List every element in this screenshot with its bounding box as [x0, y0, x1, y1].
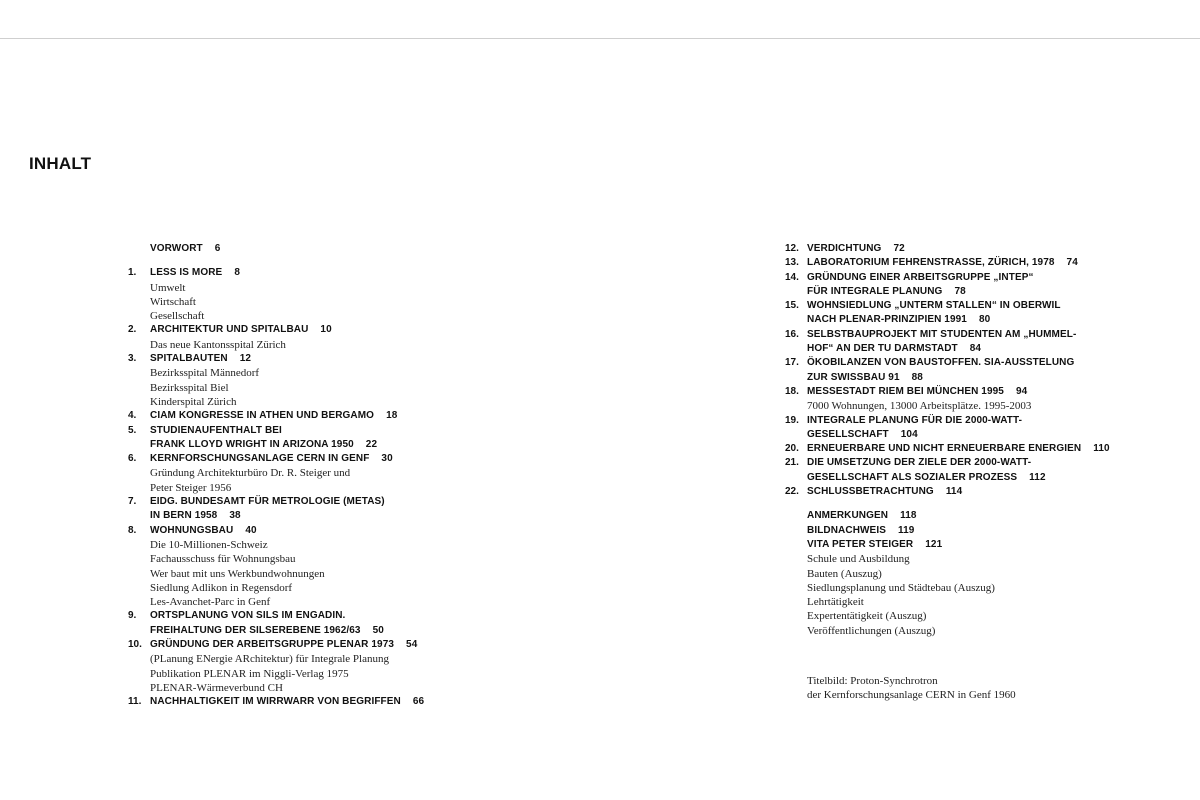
subentry-text: Peter Steiger 1956 [150, 481, 232, 494]
chapter-number: 15. [785, 300, 799, 312]
chapter-title-text: VORWORT [150, 243, 203, 254]
toc-subentry [128, 466, 548, 480]
page-number: 104 [900, 428, 918, 440]
chapter-title [807, 342, 981, 356]
toc-entry [785, 285, 1200, 299]
toc-subentry [128, 595, 548, 609]
toc-subentry [785, 674, 1200, 688]
chapter-title [807, 299, 1061, 313]
page-number: 119 [897, 524, 915, 536]
page-number: 54 [406, 639, 418, 651]
toc-entry [128, 609, 548, 623]
chapter-title-text: FÜR INTEGRALE PLANUNG [807, 285, 943, 297]
chapter-number: 21. [785, 457, 799, 469]
chapter-number: 19. [785, 414, 799, 426]
chapter-title [150, 409, 397, 423]
subentry-text: Wer baut mit uns Werkbundwohnungen [150, 567, 325, 580]
page-number: 12 [239, 353, 252, 365]
page-number: 30 [381, 453, 393, 465]
chapter-number: 17. [785, 357, 799, 369]
toc-subentry [128, 281, 548, 295]
chapter-title-text: SCHLUSSBETRACHTUNG [807, 486, 934, 498]
subentry-text: Siedlungsplanung und Städtebau (Auszug) [807, 581, 995, 594]
chapter-title [150, 352, 251, 366]
subentry-text: Bezirksspital Biel [150, 381, 229, 394]
chapter-title [150, 695, 424, 709]
chapter-title [150, 495, 385, 509]
subentry-text: Veröffentlichungen (Auszug) [807, 624, 936, 637]
chapter-number: 14. [785, 271, 799, 283]
toc-entry [128, 438, 548, 452]
chapter-title [807, 456, 1031, 470]
subentry-text: Das neue Kantonsspital Zürich [150, 338, 286, 351]
chapter-title-text: NACH PLENAR-PRINZIPIEN 1991 [807, 314, 967, 326]
page-number: 22 [365, 438, 378, 450]
toc-subentry [128, 581, 548, 595]
subentry-text: Fachausschuss für Wohnungsbau [150, 553, 296, 566]
spacer [785, 499, 1200, 509]
chapter-title [150, 424, 282, 438]
subentry-text: 7000 Wohnungen, 13000 Arbeitsplätze. 1995-2003 [807, 400, 1032, 413]
chapter-number: 16. [785, 328, 799, 340]
toc-entry [128, 452, 548, 466]
chapter-title [807, 356, 1074, 370]
chapter-title [807, 271, 1034, 285]
subentry-text: (PLanung ENergie ARchitektur) für Integrale Planung [150, 653, 389, 666]
page-number: 121 [925, 538, 943, 550]
chapter-number: 11. [128, 696, 142, 708]
chapter-title [150, 452, 393, 466]
page-number: 88 [911, 371, 923, 383]
toc-entry [785, 299, 1200, 313]
page-number: 74 [1066, 257, 1078, 269]
toc-entry [785, 356, 1200, 370]
spacer [785, 638, 1200, 674]
toc-subentry [128, 567, 548, 581]
toc-entry [785, 313, 1200, 327]
toc-subentry [785, 567, 1200, 581]
toc-entry [785, 371, 1200, 385]
chapter-title [807, 256, 1078, 270]
toc-subentry [128, 667, 548, 681]
toc-subentry [785, 688, 1200, 702]
chapter-title-text: INTEGRALE PLANUNG FÜR DIE 2000-WATT- [807, 414, 1023, 426]
chapter-title [807, 328, 1076, 342]
toc-subentry [785, 399, 1200, 413]
chapter-number: 10. [128, 639, 142, 651]
chapter-title-text: GESELLSCHAFT ALS SOZIALER PROZESS [807, 471, 1018, 483]
chapter-title-text: GESELLSCHAFT [807, 428, 889, 440]
chapter-title [150, 624, 384, 638]
chapter-title [807, 414, 1022, 428]
chapter-title-text: ANMERKUNGEN [807, 510, 889, 522]
chapter-title [807, 442, 1110, 456]
chapter-title-text: MESSESTADT RIEM BEI MÜNCHEN 1995 [807, 385, 1004, 397]
chapter-title [807, 428, 918, 442]
chapter-title [807, 313, 990, 327]
toc-subentry [128, 366, 548, 380]
toc-subentry [128, 652, 548, 666]
chapter-title-text: HOF“ AN DER TU DARMSTADT [807, 343, 958, 355]
chapter-number: 8. [128, 524, 137, 536]
page-number: 38 [229, 510, 241, 522]
chapter-title [150, 242, 220, 256]
chapter-title-text: WOHNUNGSBAU [150, 524, 234, 536]
chapter-title-text: ERNEUERBARE UND NICHT ERNEUERBARE ENERGIEN [807, 443, 1082, 455]
subentry-text: Schule und Ausbildung [807, 553, 910, 566]
chapter-number: 22. [785, 486, 799, 498]
chapter-title-text: BILDNACHWEIS [807, 524, 886, 536]
chapter-title [150, 509, 241, 523]
chapter-title [807, 509, 917, 523]
chapter-title-text: STUDIENAUFENTHALT BEI [150, 424, 282, 436]
chapter-title [807, 385, 1027, 399]
chapter-number: 9. [128, 610, 137, 622]
page-number: 40 [245, 524, 257, 536]
chapter-title [150, 438, 377, 452]
subentry-text: Gesellschaft [150, 310, 205, 323]
chapter-number: 1. [128, 267, 137, 279]
toc-entry [128, 638, 548, 652]
chapter-number: 12. [785, 243, 799, 254]
toc-entry [785, 485, 1200, 499]
subentry-text: Bauten (Auszug) [807, 567, 882, 580]
chapter-number: 7. [128, 496, 137, 508]
subentry-text: der Kernforschungsanlage CERN in Genf 1960 [807, 689, 1016, 702]
toc-entry [785, 328, 1200, 342]
page-title: INHALT [29, 154, 92, 173]
chapter-title [807, 524, 914, 538]
top-divider [0, 38, 1200, 39]
chapter-title [150, 609, 345, 623]
chapter-title-text: ORTSPLANUNG VON SILS IM ENGADIN. [150, 610, 346, 622]
chapter-title-text: LABORATORIUM FEHRENSTRASSE, ZÜRICH, 1978 [807, 257, 1055, 269]
toc-subentry [128, 681, 548, 695]
toc-entry [128, 242, 548, 256]
chapter-title [807, 471, 1046, 485]
chapter-title-text: GRÜNDUNG DER ARBEITSGRUPPE PLENAR 1973 [150, 639, 395, 651]
chapter-number: 5. [128, 424, 137, 436]
page-number: 94 [1015, 385, 1028, 397]
chapter-title [807, 371, 923, 385]
toc-entry [785, 242, 1200, 256]
toc-subentry [785, 595, 1200, 609]
chapter-title [150, 323, 332, 337]
page-number: 118 [900, 510, 917, 522]
chapter-number: 20. [785, 443, 799, 455]
subentry-text: Expertentätigkeit (Auszug) [807, 610, 927, 623]
page-number: 80 [978, 314, 991, 326]
toc-left-column [128, 242, 548, 710]
toc-entry [785, 509, 1200, 523]
toc-entry [785, 456, 1200, 470]
toc-subentry [128, 381, 548, 395]
subentry-text: Les-Avanchet-Parc in Genf [150, 596, 271, 609]
toc-entry [128, 266, 548, 280]
toc-entry [128, 352, 548, 366]
chapter-title-text: VITA PETER STEIGER [807, 538, 914, 550]
chapter-number: 3. [128, 353, 137, 365]
chapter-title [807, 485, 962, 499]
toc-subentry [128, 481, 548, 495]
page-number: 72 [893, 243, 905, 254]
chapter-title [150, 266, 240, 280]
subentry-text: PLENAR-Wärmeverbund CH [150, 681, 283, 694]
subentry-text: Bezirksspital Männedorf [150, 367, 260, 380]
toc-subentry [128, 338, 548, 352]
toc-entry [785, 385, 1200, 399]
chapter-title [807, 285, 966, 299]
toc-entry [128, 624, 548, 638]
chapter-title-text: IN BERN 1958 [150, 510, 218, 522]
subentry-text: Kinderspital Zürich [150, 395, 237, 408]
toc-subentry [785, 552, 1200, 566]
toc-entry [785, 471, 1200, 485]
chapter-title-text: FREIHALTUNG DER SILSEREBENE 1962/63 [150, 624, 361, 636]
toc-entry [785, 414, 1200, 428]
chapter-number: 2. [128, 324, 137, 336]
toc-entry [785, 538, 1200, 552]
page-number: 110 [1093, 443, 1110, 455]
toc-entry [785, 342, 1200, 356]
page-number: 18 [386, 410, 398, 422]
toc-subentry [785, 624, 1200, 638]
chapter-title-text: ÖKOBILANZEN VON BAUSTOFFEN. SIA-AUSSTELUNG [807, 357, 1075, 369]
toc-entry [128, 695, 548, 709]
chapter-title-text: GRÜNDUNG EINER ARBEITSGRUPPE „INTEP“ [807, 271, 1034, 283]
page-number: 8 [234, 267, 240, 279]
chapter-title [807, 538, 942, 552]
subentry-text: Umwelt [150, 281, 186, 294]
subentry-text: Lehrtätigkeit [807, 596, 864, 609]
toc-right-column [785, 242, 1200, 703]
subentry-text: Die 10-Millionen-Schweiz [150, 538, 268, 551]
toc-entry [785, 428, 1200, 442]
chapter-number: 4. [128, 410, 137, 422]
chapter-title [807, 242, 905, 256]
subentry-text: Wirtschaft [150, 295, 196, 308]
toc-entry [128, 495, 548, 509]
subentry-text: Siedlung Adlikon in Regensdorf [150, 581, 293, 594]
page-number: 78 [954, 285, 966, 297]
toc-entry [128, 509, 548, 523]
toc-entry [128, 424, 548, 438]
toc-subentry [128, 295, 548, 309]
chapter-title [150, 524, 257, 538]
chapter-title-text: ZUR SWISSBAU 91 [807, 371, 900, 383]
chapter-title-text: VERDICHTUNG [807, 243, 882, 254]
page-number: 84 [969, 343, 982, 355]
chapter-title-text: SPITALBAUTEN [150, 353, 228, 365]
chapter-title-text: FRANK LLOYD WRIGHT IN ARIZONA 1950 [150, 438, 354, 450]
subentry-text: Gründung Architekturbüro Dr. R. Steiger und [150, 467, 351, 480]
page-number: 10 [320, 324, 332, 336]
chapter-title-text: CIAM KONGRESSE IN ATHEN UND BERGAMO [150, 410, 375, 422]
toc-entry [785, 271, 1200, 285]
toc-entry [785, 256, 1200, 270]
toc-subentry [128, 309, 548, 323]
toc-entry [128, 524, 548, 538]
chapter-title-text: KERNFORSCHUNGSANLAGE CERN IN GENF [150, 453, 370, 465]
chapter-number: 18. [785, 385, 799, 397]
page-number: 112 [1029, 471, 1046, 483]
subentry-text: Titelbild: Proton-Synchrotron [807, 675, 938, 688]
page-number: 50 [372, 624, 384, 636]
chapter-number: 13. [785, 257, 799, 269]
subentry-text: Publikation PLENAR im Niggli-Verlag 1975 [150, 667, 349, 680]
toc-subentry [128, 395, 548, 409]
toc-entry [785, 524, 1200, 538]
page-number: 114 [945, 486, 963, 498]
toc-entry [128, 409, 548, 423]
spacer [128, 256, 548, 266]
page-number: 6 [214, 243, 221, 254]
toc-subentry [128, 552, 548, 566]
toc-entry [128, 323, 548, 337]
toc-entry [785, 442, 1200, 456]
toc-subentry [128, 538, 548, 552]
chapter-title-text: LESS IS MORE [150, 267, 223, 279]
toc-subentry [785, 581, 1200, 595]
chapter-title-text: NACHHALTIGKEIT IM WIRRWARR VON BEGRIFFEN [150, 696, 401, 708]
chapter-title-text: SELBSTBAUPROJEKT MIT STUDENTEN AM „HUMMEL- [807, 328, 1077, 340]
chapter-number: 6. [128, 453, 137, 465]
toc-subentry [785, 609, 1200, 623]
page-number: 66 [412, 696, 425, 708]
chapter-title-text: DIE UMSETZUNG DER ZIELE DER 2000-WATT- [807, 457, 1032, 469]
chapter-title [150, 638, 417, 652]
chapter-title-text: WOHNSIEDLUNG „UNTERM STALLEN“ IN OBERWIL [807, 300, 1061, 312]
chapter-title-text: EIDG. BUNDESAMT FÜR METROLOGIE (METAS) [150, 496, 385, 508]
chapter-title-text: ARCHITEKTUR UND SPITALBAU [150, 324, 309, 336]
